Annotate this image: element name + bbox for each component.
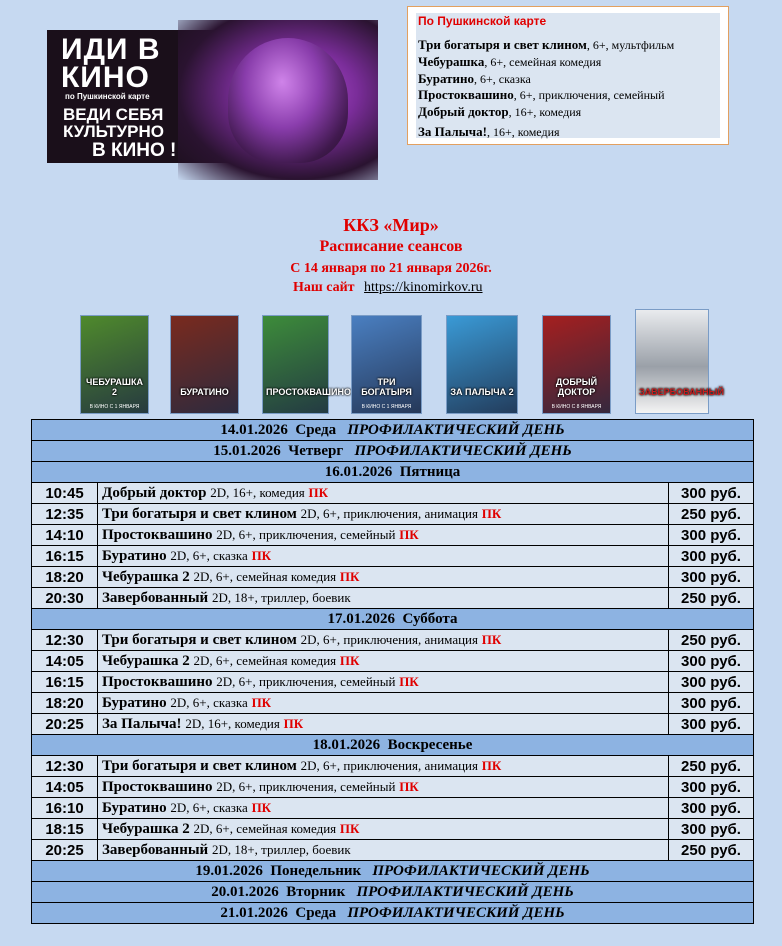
session-price: 300 руб.	[669, 777, 754, 798]
session-row	[32, 840, 754, 861]
film-title: Буратино	[102, 547, 167, 564]
banner-line-5: КУЛЬТУРНО	[63, 122, 164, 141]
banner-line-2: КИНО	[61, 61, 150, 94]
banner-line-1: ИДИ В	[61, 33, 161, 66]
pushkin-film-item	[418, 37, 674, 53]
schedule-subtitle: Расписание сеансов	[319, 238, 463, 255]
cinema-title: ККЗ «Мир»	[343, 215, 439, 235]
pushkin-film-desc: , 6+, сказка	[474, 72, 531, 86]
film-details: 2D, 6+, сказка	[170, 694, 248, 710]
movie-poster	[170, 315, 239, 414]
session-price: 300 руб.	[669, 567, 754, 588]
pushkin-film-item	[418, 124, 560, 140]
session-time: 12:30	[32, 756, 98, 777]
day-date: 21.01.2026	[220, 904, 288, 921]
session-price: 300 руб.	[669, 714, 754, 735]
pushkin-card-badge: ПК	[399, 673, 419, 689]
session-time: 14:10	[32, 525, 98, 546]
pushkin-film-item	[418, 54, 601, 70]
day-header-cell	[32, 609, 754, 630]
session-row	[32, 672, 754, 693]
day-weekday: Четверг	[288, 442, 344, 459]
poster-date: В КИНО С 1 ЯНВАРЯ	[361, 404, 412, 410]
session-time: 14:05	[32, 651, 98, 672]
session-price: 250 руб.	[669, 630, 754, 651]
day-note: ПРОФИЛАКТИЧЕСКИЙ ДЕНЬ	[347, 421, 565, 438]
film-title: Простоквашино	[102, 778, 213, 795]
session-film	[98, 672, 669, 693]
session-row	[32, 714, 754, 735]
session-film	[98, 777, 669, 798]
session-price: 300 руб.	[669, 672, 754, 693]
session-price: 250 руб.	[669, 756, 754, 777]
schedule-table	[31, 419, 754, 924]
pushkin-card-badge: ПК	[481, 631, 502, 647]
pushkin-bust-image	[228, 38, 348, 163]
day-header-row	[32, 861, 754, 882]
day-header-row	[32, 420, 754, 441]
session-film	[98, 714, 669, 735]
day-date: 17.01.2026	[327, 610, 396, 627]
pushkin-card-badge: ПК	[481, 757, 502, 773]
session-price: 300 руб.	[669, 483, 754, 504]
session-film	[98, 819, 669, 840]
session-price: 300 руб.	[669, 693, 754, 714]
day-weekday: Суббота	[402, 610, 458, 627]
film-details: 2D, 6+, приключения, семейный	[216, 526, 396, 542]
poster-title: ЗАВЕРБОВАННЫЙ	[639, 387, 724, 397]
session-film	[98, 588, 669, 609]
pushkin-film-name: Простоквашино	[418, 87, 514, 102]
movie-poster	[446, 315, 518, 414]
day-header-cell	[32, 861, 754, 882]
film-title: Чебурашка 2	[102, 568, 190, 585]
pushkin-film-item	[418, 87, 665, 103]
poster-title: ПРОСТОКВАШИНО	[266, 387, 351, 397]
session-time: 16:10	[32, 798, 98, 819]
pushkin-card-badge: ПК	[339, 568, 360, 584]
session-film	[98, 840, 669, 861]
banner-line-6: В КИНО !	[92, 140, 177, 161]
pushkin-film-name: Буратино	[418, 71, 475, 86]
movie-poster	[80, 315, 149, 414]
pushkin-card-badge: ПК	[339, 820, 360, 836]
pushkin-card-badge: ПК	[399, 778, 419, 794]
banner-headline	[61, 33, 161, 94]
session-row	[32, 567, 754, 588]
pushkin-card-badge: ПК	[251, 694, 272, 710]
pushkin-film-name: За Палыча!	[418, 124, 487, 139]
day-header-row	[32, 903, 754, 924]
banner-line-3: по Пушкинской карте	[65, 92, 150, 101]
pushkin-card-title: По Пушкинской карте	[418, 14, 547, 28]
session-price: 250 руб.	[669, 588, 754, 609]
poster-date: В КИНО С 8 ЯНВАРЯ	[551, 404, 602, 410]
session-time: 12:30	[32, 630, 98, 651]
film-details: 2D, 16+, комедия	[185, 715, 280, 731]
movie-poster	[262, 315, 351, 414]
pushkin-card-badge: ПК	[251, 547, 272, 563]
day-header-cell	[32, 882, 754, 903]
session-row	[32, 483, 754, 504]
film-details: 2D, 6+, приключения, семейный	[216, 673, 396, 689]
site-link[interactable]: https://kinomirkov.ru	[364, 280, 483, 295]
pushkin-film-name: Добрый доктор	[418, 104, 509, 119]
site-line	[293, 280, 483, 296]
day-note: ПРОФИЛАКТИЧЕСКИЙ ДЕНЬ	[354, 442, 572, 459]
film-title: Три богатыря и свет клином	[102, 505, 297, 522]
session-time: 10:45	[32, 483, 98, 504]
session-row	[32, 630, 754, 651]
session-row	[32, 525, 754, 546]
day-note: ПРОФИЛАКТИЧЕСКИЙ ДЕНЬ	[372, 862, 590, 879]
session-film	[98, 567, 669, 588]
film-details: 2D, 6+, сказка	[170, 799, 248, 815]
day-weekday: Понедельник	[270, 862, 362, 879]
site-label: Наш сайт	[293, 280, 355, 295]
pushkin-film-desc: , 16+, комедия	[508, 105, 582, 119]
film-details: 2D, 18+, триллер, боевик	[211, 841, 351, 857]
film-title: Три богатыря и свет клином	[102, 757, 297, 774]
banner-line-4: ВЕДИ СЕБЯ	[63, 105, 164, 124]
session-film	[98, 756, 669, 777]
film-title: Завербованный	[102, 589, 209, 606]
pushkin-film-desc: , 6+, приключения, семейный	[513, 88, 665, 102]
poster-title: ЧЕБУРАШКА 2	[86, 377, 143, 397]
day-date: 18.01.2026	[312, 736, 381, 753]
pushkin-film-name: Чебурашка	[418, 54, 485, 69]
film-title: Буратино	[102, 799, 167, 816]
session-time: 20:25	[32, 840, 98, 861]
session-time: 20:30	[32, 588, 98, 609]
day-weekday: Среда	[295, 904, 337, 921]
film-title: Буратино	[102, 694, 167, 711]
session-time: 16:15	[32, 546, 98, 567]
pushkin-card-badge: ПК	[339, 652, 360, 668]
day-weekday: Воскресенье	[387, 736, 473, 753]
pushkin-card-banner	[47, 30, 368, 163]
film-title: За Палыча!	[102, 715, 182, 732]
day-weekday: Вторник	[286, 883, 346, 900]
film-details: 2D, 6+, семейная комедия	[193, 568, 337, 584]
poster-title: ЗА ПАЛЫЧА 2	[450, 387, 514, 397]
banner-slogan	[63, 106, 164, 140]
session-price: 250 руб.	[669, 504, 754, 525]
session-time: 18:20	[32, 693, 98, 714]
session-row	[32, 504, 754, 525]
session-film	[98, 483, 669, 504]
session-time: 18:20	[32, 567, 98, 588]
session-film	[98, 798, 669, 819]
day-header-cell	[32, 903, 754, 924]
film-title: Три богатыря и свет клином	[102, 631, 297, 648]
pushkin-film-item	[418, 71, 531, 87]
pushkin-film-desc: , 16+, комедия	[486, 125, 560, 139]
session-time: 14:05	[32, 777, 98, 798]
session-row	[32, 798, 754, 819]
session-price: 250 руб.	[669, 840, 754, 861]
session-time: 16:15	[32, 672, 98, 693]
day-header-row	[32, 609, 754, 630]
poster-title: БУРАТИНО	[180, 387, 229, 397]
film-details: 2D, 6+, приключения, семейный	[216, 778, 396, 794]
session-time: 18:15	[32, 819, 98, 840]
session-row	[32, 693, 754, 714]
session-price: 300 руб.	[669, 546, 754, 567]
film-details: 2D, 18+, триллер, боевик	[211, 589, 351, 605]
day-header-row	[32, 735, 754, 756]
film-details: 2D, 6+, сказка	[170, 547, 248, 563]
session-film	[98, 693, 669, 714]
session-film	[98, 525, 669, 546]
day-note: ПРОФИЛАКТИЧЕСКИЙ ДЕНЬ	[347, 904, 565, 921]
film-title: Чебурашка 2	[102, 652, 190, 669]
day-weekday: Пятница	[399, 463, 461, 480]
pushkin-card-badge: ПК	[481, 505, 502, 521]
session-price: 300 руб.	[669, 819, 754, 840]
day-header-cell	[32, 735, 754, 756]
day-header-row	[32, 441, 754, 462]
pushkin-film-desc: , 6+, семейная комедия	[484, 55, 602, 69]
day-date: 20.01.2026	[211, 883, 279, 900]
session-row	[32, 756, 754, 777]
pushkin-film-item	[418, 104, 581, 120]
movie-poster	[351, 315, 422, 414]
film-details: 2D, 6+, приключения, анимация	[300, 505, 478, 521]
day-date: 14.01.2026	[220, 421, 288, 438]
day-date: 19.01.2026	[195, 862, 263, 879]
session-price: 300 руб.	[669, 651, 754, 672]
pushkin-card-badge: ПК	[283, 715, 304, 731]
session-film	[98, 630, 669, 651]
session-price: 300 руб.	[669, 525, 754, 546]
session-row	[32, 588, 754, 609]
pushkin-card-box	[407, 6, 729, 145]
day-header-cell	[32, 462, 754, 483]
pushkin-card-badge: ПК	[308, 484, 329, 500]
session-row	[32, 546, 754, 567]
pushkin-film-name: Три богатыря и свет клином	[418, 37, 587, 52]
day-date: 15.01.2026	[213, 442, 281, 459]
film-details: 2D, 16+, комедия	[210, 484, 305, 500]
movie-poster	[542, 315, 611, 414]
film-details: 2D, 6+, семейная комедия	[193, 652, 337, 668]
session-film	[98, 504, 669, 525]
film-details: 2D, 6+, приключения, анимация	[300, 631, 478, 647]
session-time: 12:35	[32, 504, 98, 525]
film-details: 2D, 6+, приключения, анимация	[300, 757, 478, 773]
session-row	[32, 651, 754, 672]
poster-title: ДОБРЫЙ ДОКТОР	[555, 377, 598, 397]
pushkin-film-desc: , 6+, мультфильм	[586, 38, 675, 52]
poster-date: В КИНО С 1 ЯНВАРЯ	[89, 404, 140, 410]
day-date: 16.01.2026	[324, 463, 393, 480]
schedule-dates: С 14 января по 21 января 2026г.	[290, 261, 492, 276]
session-row	[32, 819, 754, 840]
film-title: Чебурашка 2	[102, 820, 190, 837]
session-film	[98, 651, 669, 672]
film-title: Простоквашино	[102, 526, 213, 543]
film-details: 2D, 6+, семейная комедия	[193, 820, 337, 836]
pushkin-card-badge: ПК	[251, 799, 272, 815]
pushkin-card-badge: ПК	[399, 526, 419, 542]
session-time: 20:25	[32, 714, 98, 735]
day-header-cell	[32, 420, 754, 441]
day-header-cell	[32, 441, 754, 462]
film-title: Добрый доктор	[102, 484, 207, 501]
day-header-row	[32, 882, 754, 903]
poster-title: ТРИ БОГАТЫРЯ	[361, 377, 412, 397]
session-row	[32, 777, 754, 798]
film-title: Простоквашино	[102, 673, 213, 690]
film-title: Завербованный	[102, 841, 209, 858]
movie-poster	[635, 309, 724, 414]
session-film	[98, 546, 669, 567]
day-header-row	[32, 462, 754, 483]
day-note: ПРОФИЛАКТИЧЕСКИЙ ДЕНЬ	[356, 883, 574, 900]
session-price: 300 руб.	[669, 798, 754, 819]
day-weekday: Среда	[295, 421, 337, 438]
